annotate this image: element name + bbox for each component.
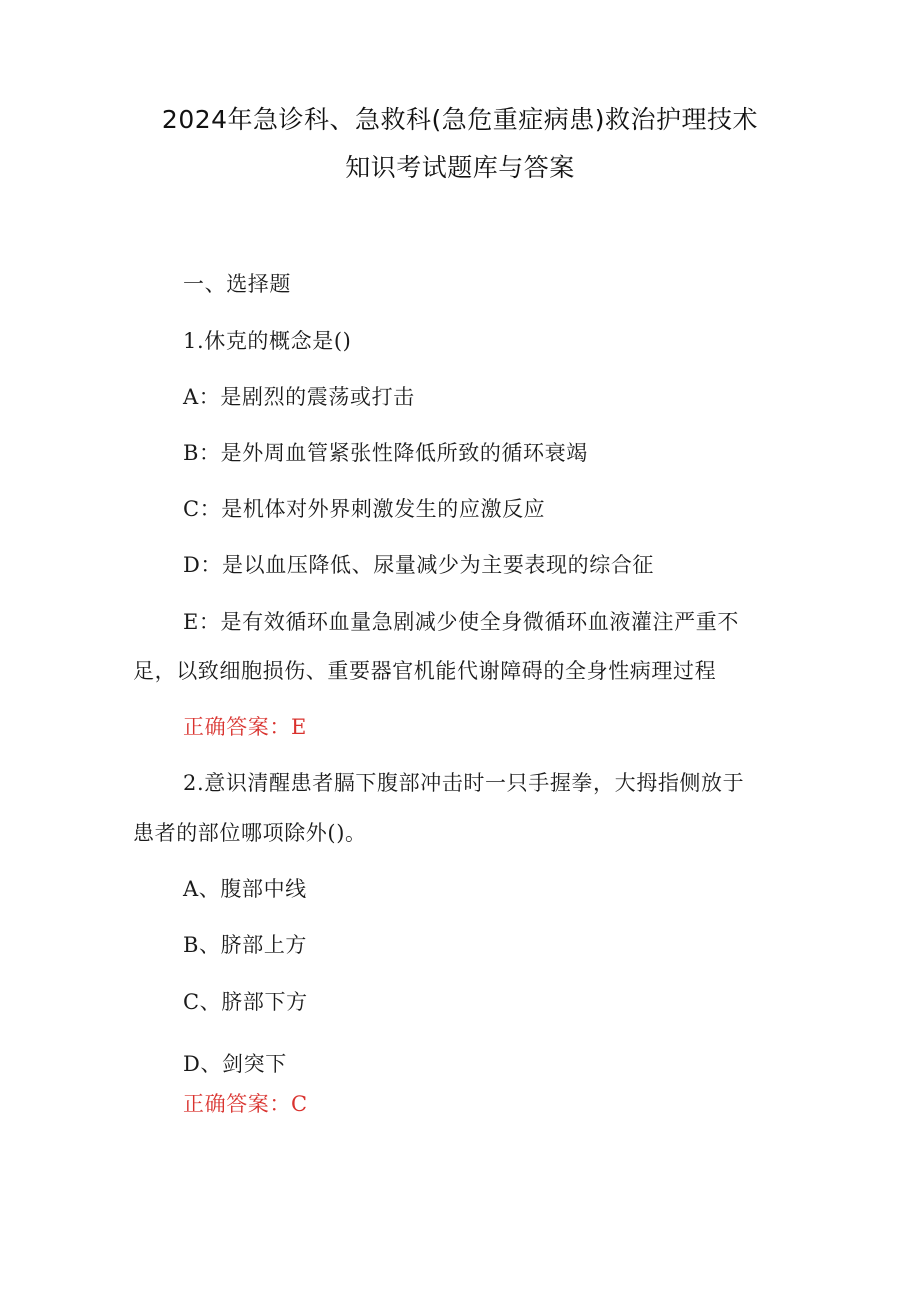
question-2-option-a: A、腹部中线	[183, 877, 307, 901]
question-1-stem: 1.休克的概念是()	[183, 329, 352, 353]
question-2-answer: 正确答案：C	[183, 1092, 308, 1116]
question-2-option-c: C、脐部下方	[183, 990, 308, 1014]
question-2-option-d: D、剑突下	[183, 1052, 287, 1076]
question-2-stem-line-2: 患者的部位哪项除外()。	[133, 821, 367, 845]
question-1-answer: 正确答案：E	[183, 715, 307, 739]
question-1-option-b: B：是外周血管紧张性降低所致的循环衰竭	[183, 441, 588, 465]
document-title-line-2: 知识考试题库与答案	[345, 153, 575, 182]
question-2-option-b: B、脐部上方	[183, 933, 308, 957]
document-title-line-1: 2024年急诊科、急救科(急危重症病患)救治护理技术	[161, 105, 759, 134]
question-1-option-c: C：是机体对外界刺激发生的应激反应	[183, 497, 546, 521]
question-1-option-e-continued: 足，以致细胞损伤、重要器官机能代谢障碍的全身性病理过程	[133, 659, 717, 683]
question-1-option-a: A：是剧烈的震荡或打击	[183, 385, 415, 409]
question-1-option-d: D：是以血压降低、尿量减少为主要表现的综合征	[183, 553, 655, 577]
section-heading: 一、选择题	[183, 272, 291, 296]
question-1-option-e: E：是有效循环血量急剧减少使全身微循环血液灌注严重不	[183, 610, 739, 634]
question-2-stem-line-1: 2.意识清醒患者膈下腹部冲击时一只手握拳，大拇指侧放于	[183, 771, 745, 795]
